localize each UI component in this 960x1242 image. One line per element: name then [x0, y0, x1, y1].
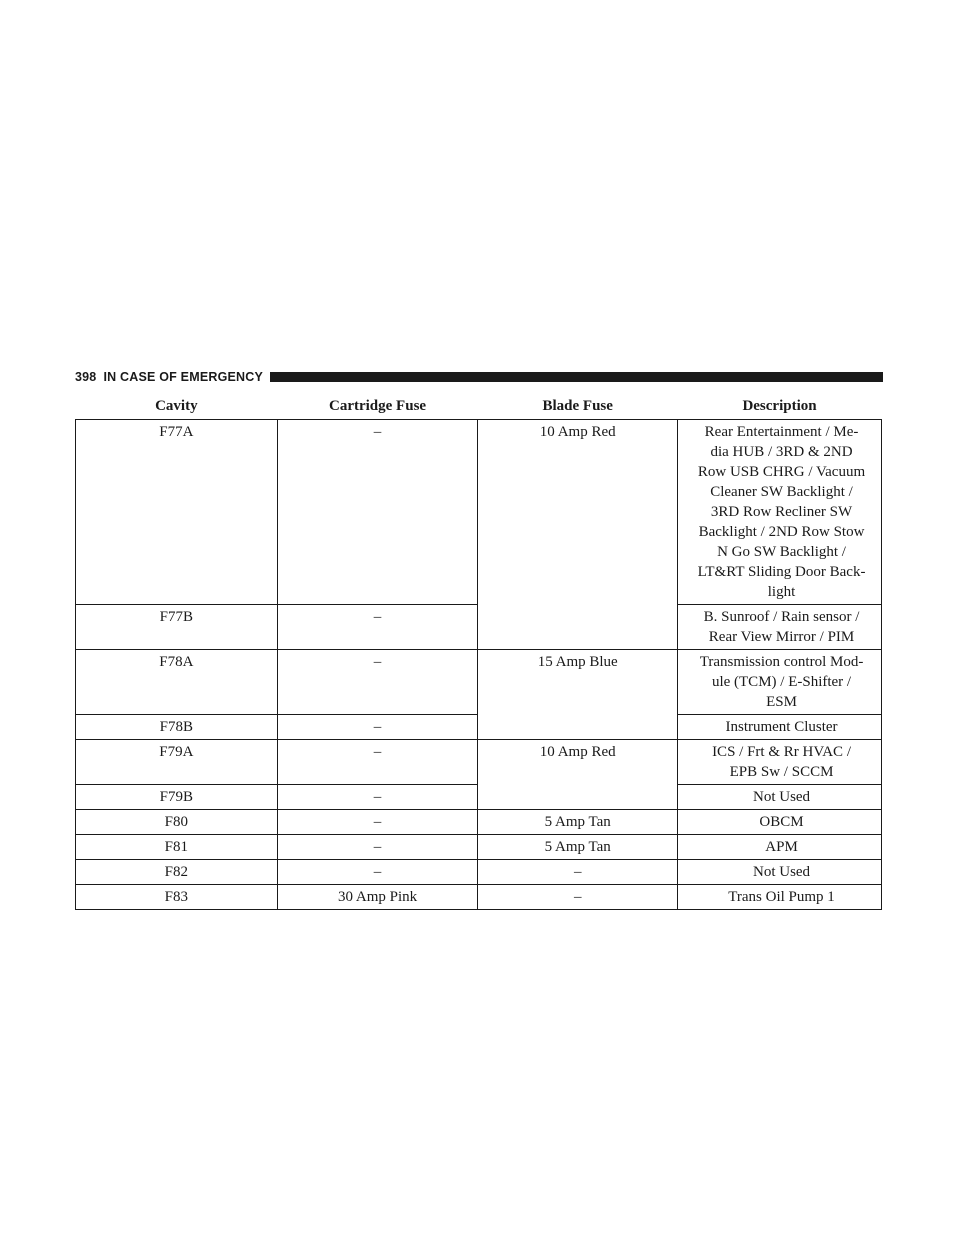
- section-title: IN CASE OF EMERGENCY: [103, 370, 264, 384]
- table-row: [76, 420, 882, 605]
- description-cell: [678, 885, 882, 910]
- description-line: EPB Sw / SCCM: [729, 764, 834, 780]
- description-line: LT&RT Sliding Door Back-: [697, 564, 866, 580]
- description-cell: [678, 860, 882, 885]
- blade-cell: –: [478, 860, 678, 885]
- column-header-blade-fuse: Blade Fuse: [478, 395, 678, 420]
- description-line: Not Used: [752, 789, 811, 805]
- description-line: ESM: [766, 694, 797, 710]
- table-row: [76, 810, 882, 835]
- cartridge-cell: –: [277, 860, 478, 885]
- page-number: 398: [75, 370, 97, 384]
- table-row: [76, 650, 882, 715]
- description-line: Not Used: [752, 864, 811, 880]
- table-row: [76, 860, 882, 885]
- description-line: Rear Entertainment / Me-: [704, 424, 859, 440]
- blade-cell: –: [478, 885, 678, 910]
- cartridge-cell: –: [277, 420, 478, 605]
- description-line: ICS / Frt & Rr HVAC /: [712, 744, 851, 760]
- cartridge-cell: –: [277, 740, 478, 785]
- blade-cell: 10 Amp Red: [478, 740, 678, 810]
- header-rule: [270, 372, 883, 382]
- cavity-cell: F79A: [76, 740, 278, 785]
- column-header-cavity: Cavity: [76, 395, 278, 420]
- description-cell: [678, 740, 882, 785]
- column-header-description: Description: [678, 395, 882, 420]
- description-line: light: [767, 584, 796, 600]
- description-cell: [678, 835, 882, 860]
- cartridge-cell: –: [277, 605, 478, 650]
- description-line: dia HUB / 3RD & 2ND: [710, 444, 853, 460]
- description-line: Row USB CHRG / Vacuum: [697, 464, 866, 480]
- fuse-table: [75, 395, 882, 910]
- table-row: [76, 835, 882, 860]
- description-line: N Go SW Backlight /: [717, 544, 846, 560]
- cartridge-cell: –: [277, 785, 478, 810]
- cavity-cell: F77A: [76, 420, 278, 605]
- description-line: OBCM: [759, 814, 804, 830]
- cavity-cell: F78B: [76, 715, 278, 740]
- table-row: [76, 885, 882, 910]
- blade-cell: 5 Amp Tan: [478, 835, 678, 860]
- blade-cell: 5 Amp Tan: [478, 810, 678, 835]
- description-cell: [678, 785, 882, 810]
- cartridge-cell: –: [277, 650, 478, 715]
- cavity-cell: F82: [76, 860, 278, 885]
- page-header: [75, 369, 883, 385]
- description-cell: [678, 810, 882, 835]
- cavity-cell: F78A: [76, 650, 278, 715]
- description-cell: [678, 715, 882, 740]
- description-cell: [678, 605, 882, 650]
- cavity-cell: F77B: [76, 605, 278, 650]
- cavity-cell: F81: [76, 835, 278, 860]
- blade-cell: 15 Amp Blue: [478, 650, 678, 740]
- description-line: Transmission control Mod-: [699, 654, 864, 670]
- description-cell: [678, 420, 882, 605]
- description-line: ule (TCM) / E-Shifter /: [711, 674, 852, 690]
- cavity-cell: F80: [76, 810, 278, 835]
- cartridge-cell: –: [277, 715, 478, 740]
- cartridge-cell: 30 Amp Pink: [277, 885, 478, 910]
- description-line: Instrument Cluster: [725, 719, 838, 735]
- description-line: Trans Oil Pump 1: [728, 889, 835, 905]
- cartridge-cell: –: [277, 810, 478, 835]
- column-header-cartridge-fuse: Cartridge Fuse: [277, 395, 478, 420]
- description-line: 3RD Row Recliner SW: [710, 504, 853, 520]
- description-line: B. Sunroof / Rain sensor /: [703, 609, 860, 625]
- table-row: [76, 740, 882, 785]
- cavity-cell: F79B: [76, 785, 278, 810]
- description-cell: [678, 650, 882, 715]
- description-line: Rear View Mirror / PIM: [708, 629, 855, 645]
- table-header-row: [76, 395, 882, 420]
- description-line: APM: [765, 839, 798, 855]
- blade-cell: 10 Amp Red: [478, 420, 678, 650]
- description-line: Cleaner SW Backlight /: [710, 484, 853, 500]
- cartridge-cell: –: [277, 835, 478, 860]
- description-line: Backlight / 2ND Row Stow: [698, 524, 865, 540]
- cavity-cell: F83: [76, 885, 278, 910]
